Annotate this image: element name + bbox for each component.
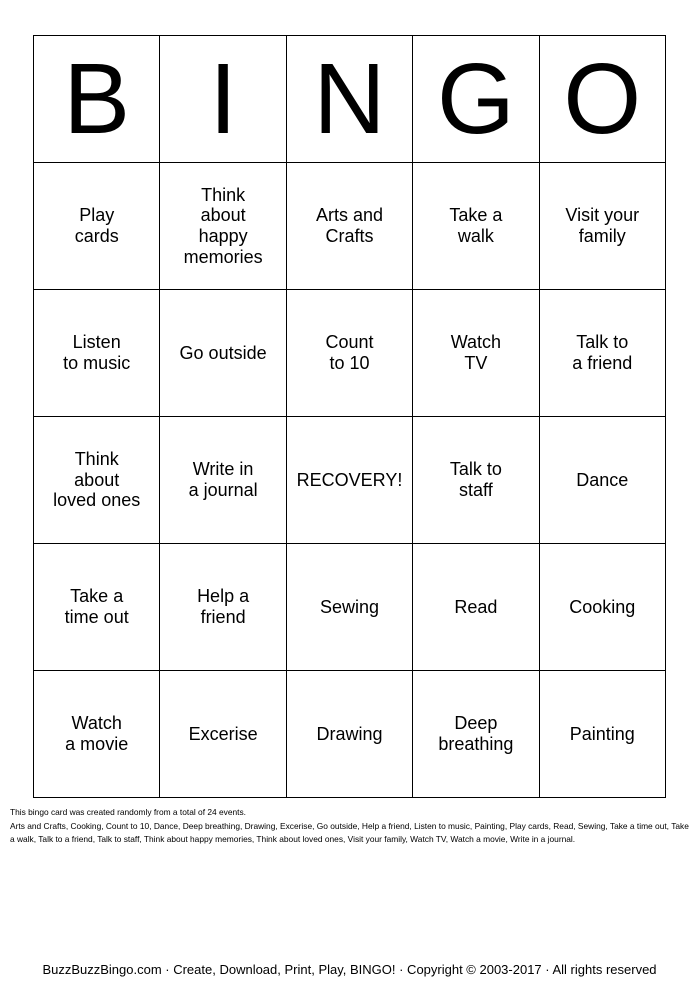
bingo-cell: Excerise: [160, 671, 286, 798]
bingo-header-row: [34, 36, 666, 163]
bingo-cell: Talk to a friend: [539, 290, 665, 417]
bingo-cell: Sewing: [286, 544, 412, 671]
bingo-cell: Dance: [539, 417, 665, 544]
bingo-cell: Visit your family: [539, 163, 665, 290]
bingo-cell: Go outside: [160, 290, 286, 417]
description-intro: This bingo card was created randomly from a total of 24 events.: [10, 807, 247, 817]
bingo-row-4: [34, 544, 666, 671]
event-list: Arts and Crafts, Cooking, Count to 10, Dance, Deep breathing, Drawing, Excerise, Go outside, Help a friend, Listen to music, Painting, Play cards, Read, Sewing, Take a time out, Take a walk, Talk to a friend, Talk to staff, Think about happy memories, Think about loved ones, Visit your family, Watch TV, Watch a movie, Write in a journal.: [10, 820, 689, 844]
bingo-row-5: [34, 671, 666, 798]
card-description: [10, 806, 690, 847]
bingo-cell: Write in a journal: [160, 417, 286, 544]
header-letter-b: B: [34, 36, 160, 163]
bingo-cell: Listen to music: [34, 290, 160, 417]
bingo-cell: Take a time out: [34, 544, 160, 671]
header-letter-o: O: [539, 36, 665, 163]
bingo-cell: Drawing: [286, 671, 412, 798]
bingo-cell: Think about loved ones: [34, 417, 160, 544]
bingo-cell: Read: [413, 544, 539, 671]
bingo-cell: Play cards: [34, 163, 160, 290]
bingo-cell: Talk to staff: [413, 417, 539, 544]
header-letter-g: G: [413, 36, 539, 163]
bingo-cell: Painting: [539, 671, 665, 798]
header-letter-n: N: [286, 36, 412, 163]
bingo-row-2: [34, 290, 666, 417]
bingo-cell: Take a walk: [413, 163, 539, 290]
bingo-row-3: [34, 417, 666, 544]
bingo-cell: Arts and Crafts: [286, 163, 412, 290]
bingo-cell: Help a friend: [160, 544, 286, 671]
bingo-cell: Watch TV: [413, 290, 539, 417]
bingo-row-1: [34, 163, 666, 290]
bingo-card: [33, 35, 666, 798]
bingo-cell: Watch a movie: [34, 671, 160, 798]
bingo-cell: Count to 10: [286, 290, 412, 417]
bingo-cell: Cooking: [539, 544, 665, 671]
bingo-free-cell: RECOVERY!: [286, 417, 412, 544]
bingo-cell: Think about happy memories: [160, 163, 286, 290]
bingo-cell: Deep breathing: [413, 671, 539, 798]
page-footer: BuzzBuzzBingo.com · Create, Download, Print, Play, BINGO! · Copyright © 2003-2017 · All rights reserved: [42, 962, 657, 977]
header-letter-i: I: [160, 36, 286, 163]
